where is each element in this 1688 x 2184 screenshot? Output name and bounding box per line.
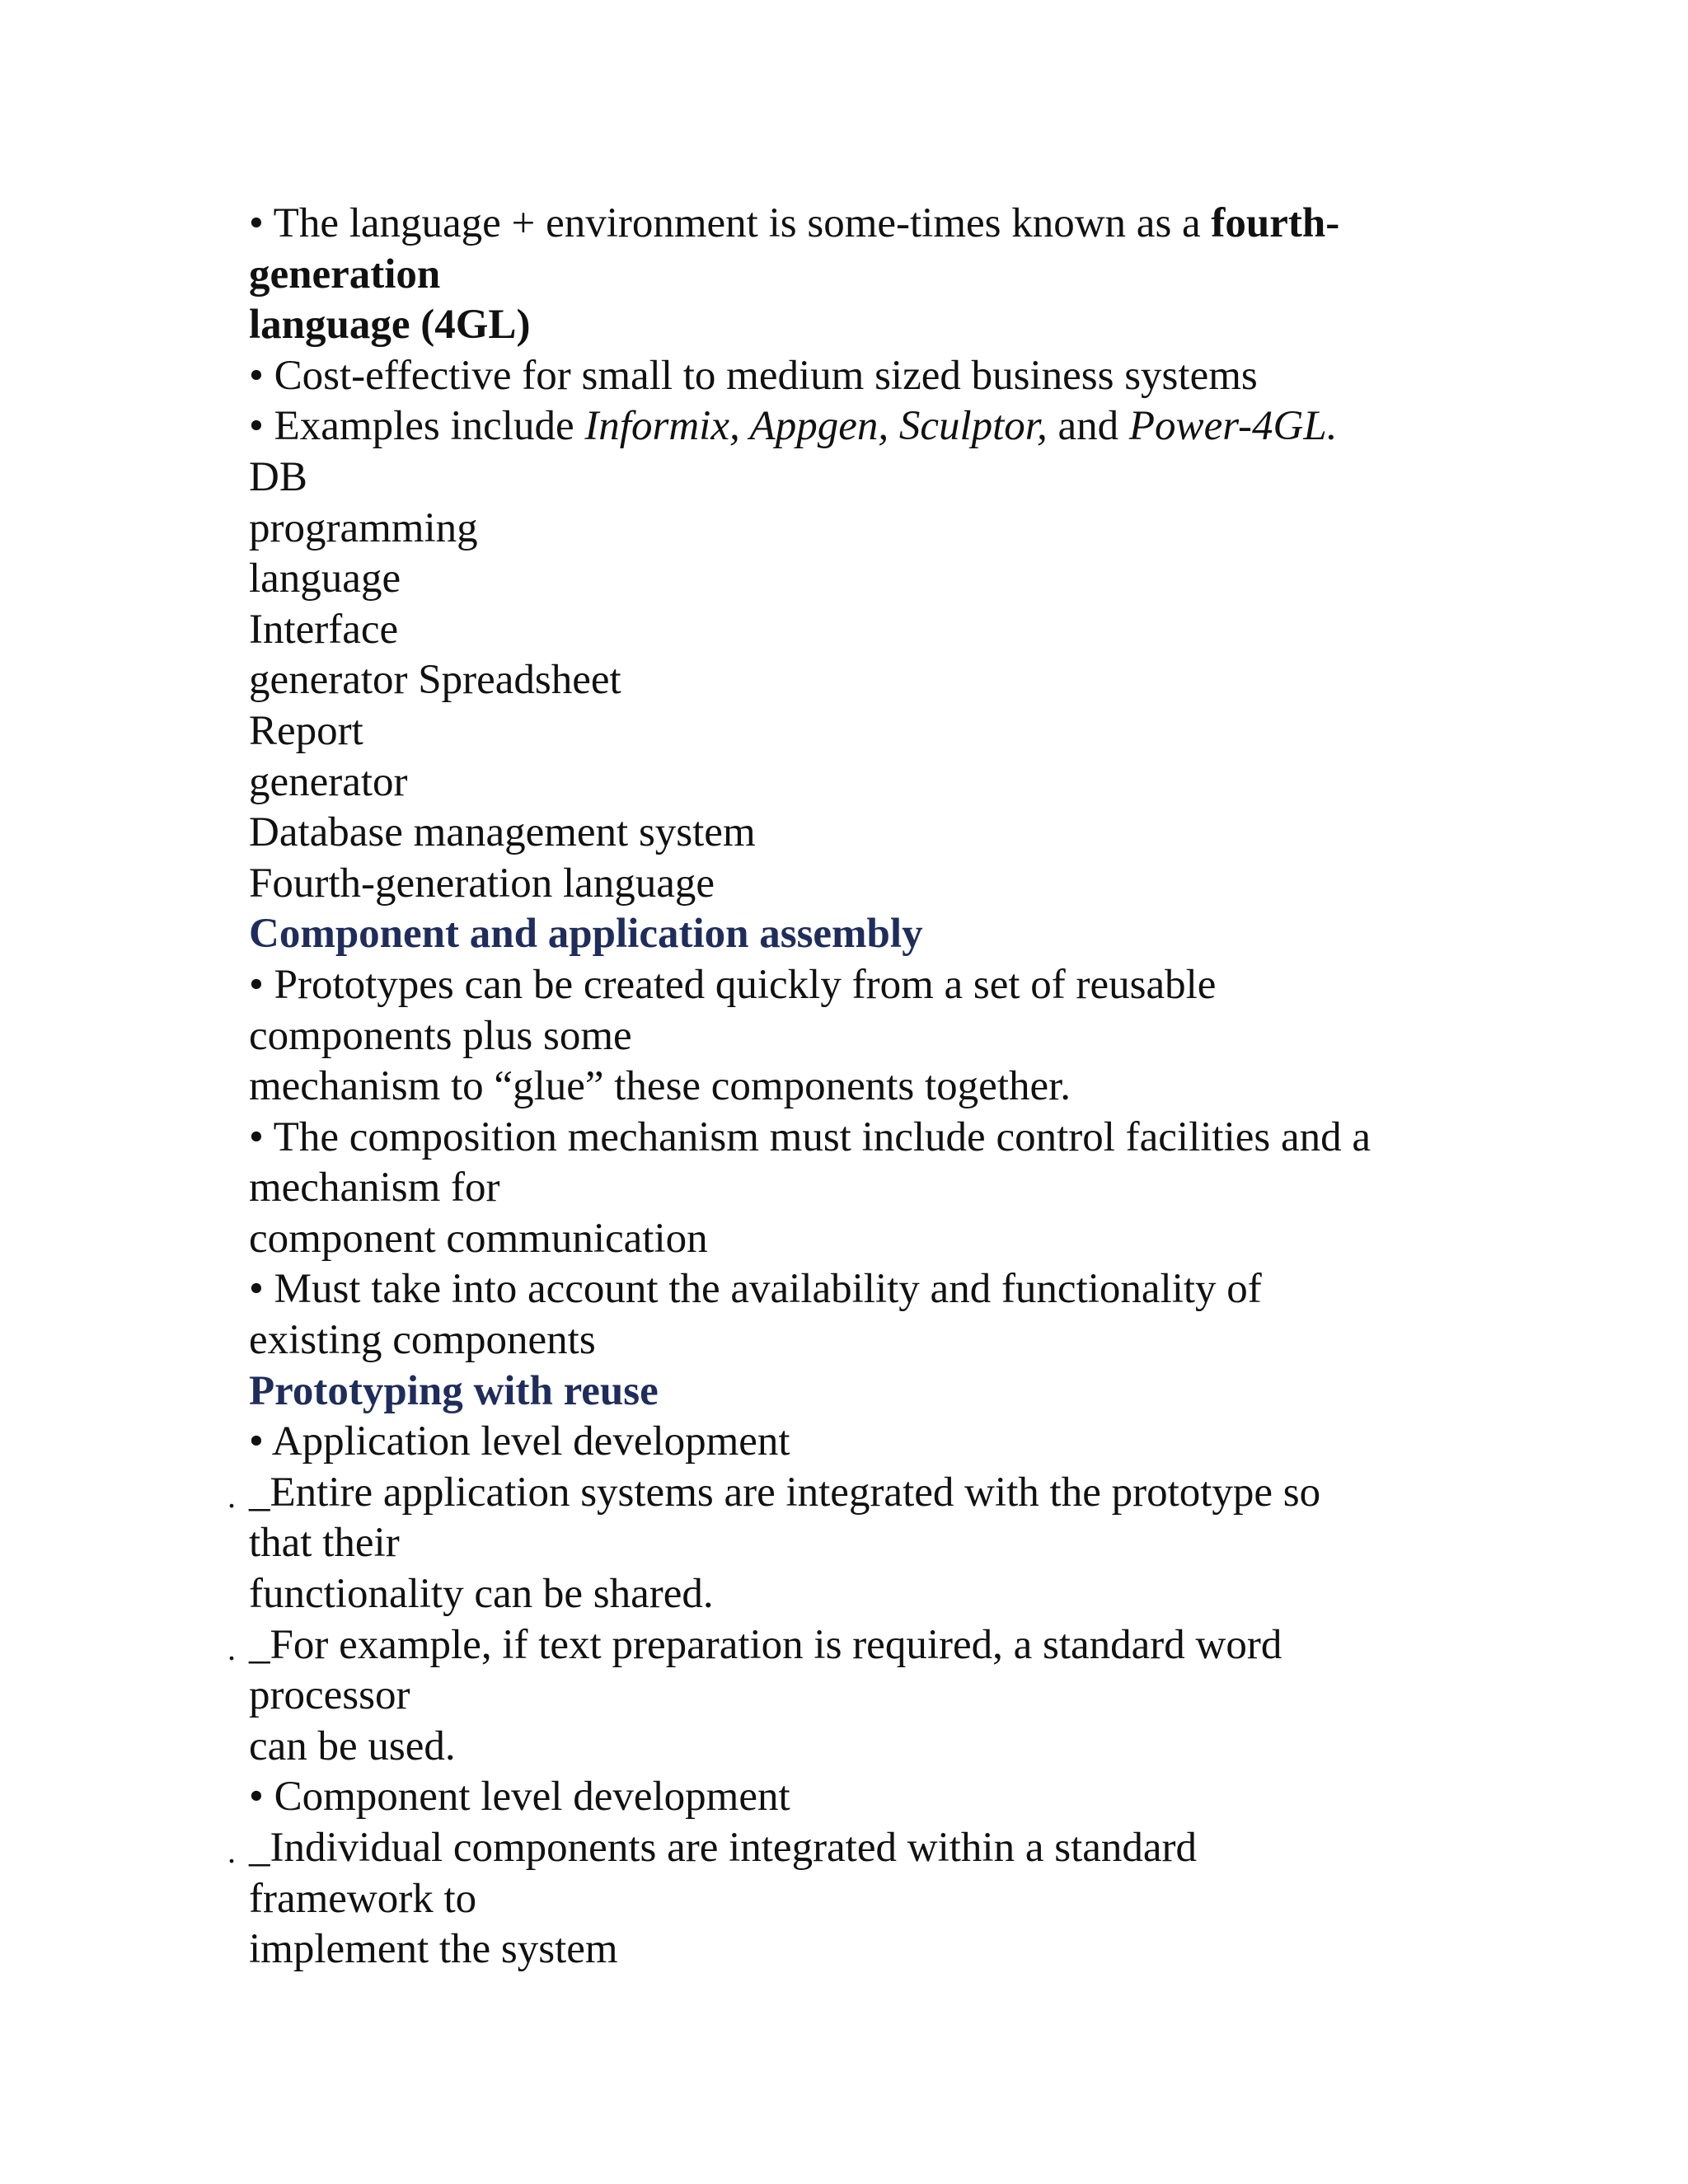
text-line: mechanism for [249,1165,500,1212]
diagram-text-line: Report [249,707,363,754]
diagram-text-line: generator [249,758,408,805]
sub-bullet-marker: . [227,1629,236,1667]
text-span: • The language + environment is some-times known as a [249,200,1212,246]
bold-term-line: generation [249,251,441,298]
italic-span: Informix, Appgen, Sculptor, [584,403,1048,450]
text-line: existing components [249,1317,596,1364]
text-line: functionality can be shared. [249,1571,714,1618]
bullet-line: • The composition mechanism must include control facilities and a [249,1113,1372,1160]
diagram-text-line: Database management system [249,809,756,856]
sub-bullet-marker: . [227,1477,236,1515]
bullet-line: • Component level development [249,1774,790,1821]
bold-term: fourth- [1211,200,1340,246]
document-body [227,199,1469,1975]
text-span: _Entire application systems are integrated with the prototype so [249,1469,1321,1516]
diagram-text-line: Fourth-generation language [249,860,715,907]
section-heading: Component and application assembly [249,911,923,958]
sub-bullet-line [227,1468,1469,1519]
diagram-text-line: DB [249,453,307,500]
sub-bullet-line [227,1823,1469,1874]
text-line [249,199,1469,250]
text-line: component communication [249,1215,708,1262]
diagram-text-line: Interface [249,606,399,653]
bullet-line: • Must take into account the availability and functionality of [249,1266,1262,1313]
text-span: _Individual components are integrated within a standard [249,1825,1197,1871]
text-line: implement the system [249,1926,618,1973]
text-line: mechanism to “glue” these components together. [249,1063,1071,1110]
text-line: processor [249,1672,410,1719]
diagram-text-line: programming [249,504,478,551]
sub-bullet-line [227,1620,1469,1671]
bold-term-line: language (4GL) [249,302,531,349]
italic-span: Power-4GL. [1128,403,1338,450]
text-line: can be used. [249,1722,456,1769]
section-heading: Prototyping with reuse [249,1367,659,1414]
text-line: that their [249,1520,400,1567]
text-span: and [1047,403,1129,450]
diagram-text-line: generator Spreadsheet [249,657,621,704]
bullet-line: • Application level development [249,1418,790,1465]
sub-bullet-marker: . [227,1833,236,1870]
bullet-line: • Prototypes can be created quickly from a set of reusable [249,961,1217,1008]
bullet-line [249,401,1469,452]
text-line: framework to [249,1875,477,1922]
text-span: _For example, if text preparation is required, a standard word [249,1621,1282,1668]
text-line: components plus some [249,1012,632,1059]
text-span: • Examples include [249,403,585,450]
diagram-text-line: language [249,555,401,602]
bullet-line: • Cost-effective for small to medium sized business systems [249,352,1258,399]
